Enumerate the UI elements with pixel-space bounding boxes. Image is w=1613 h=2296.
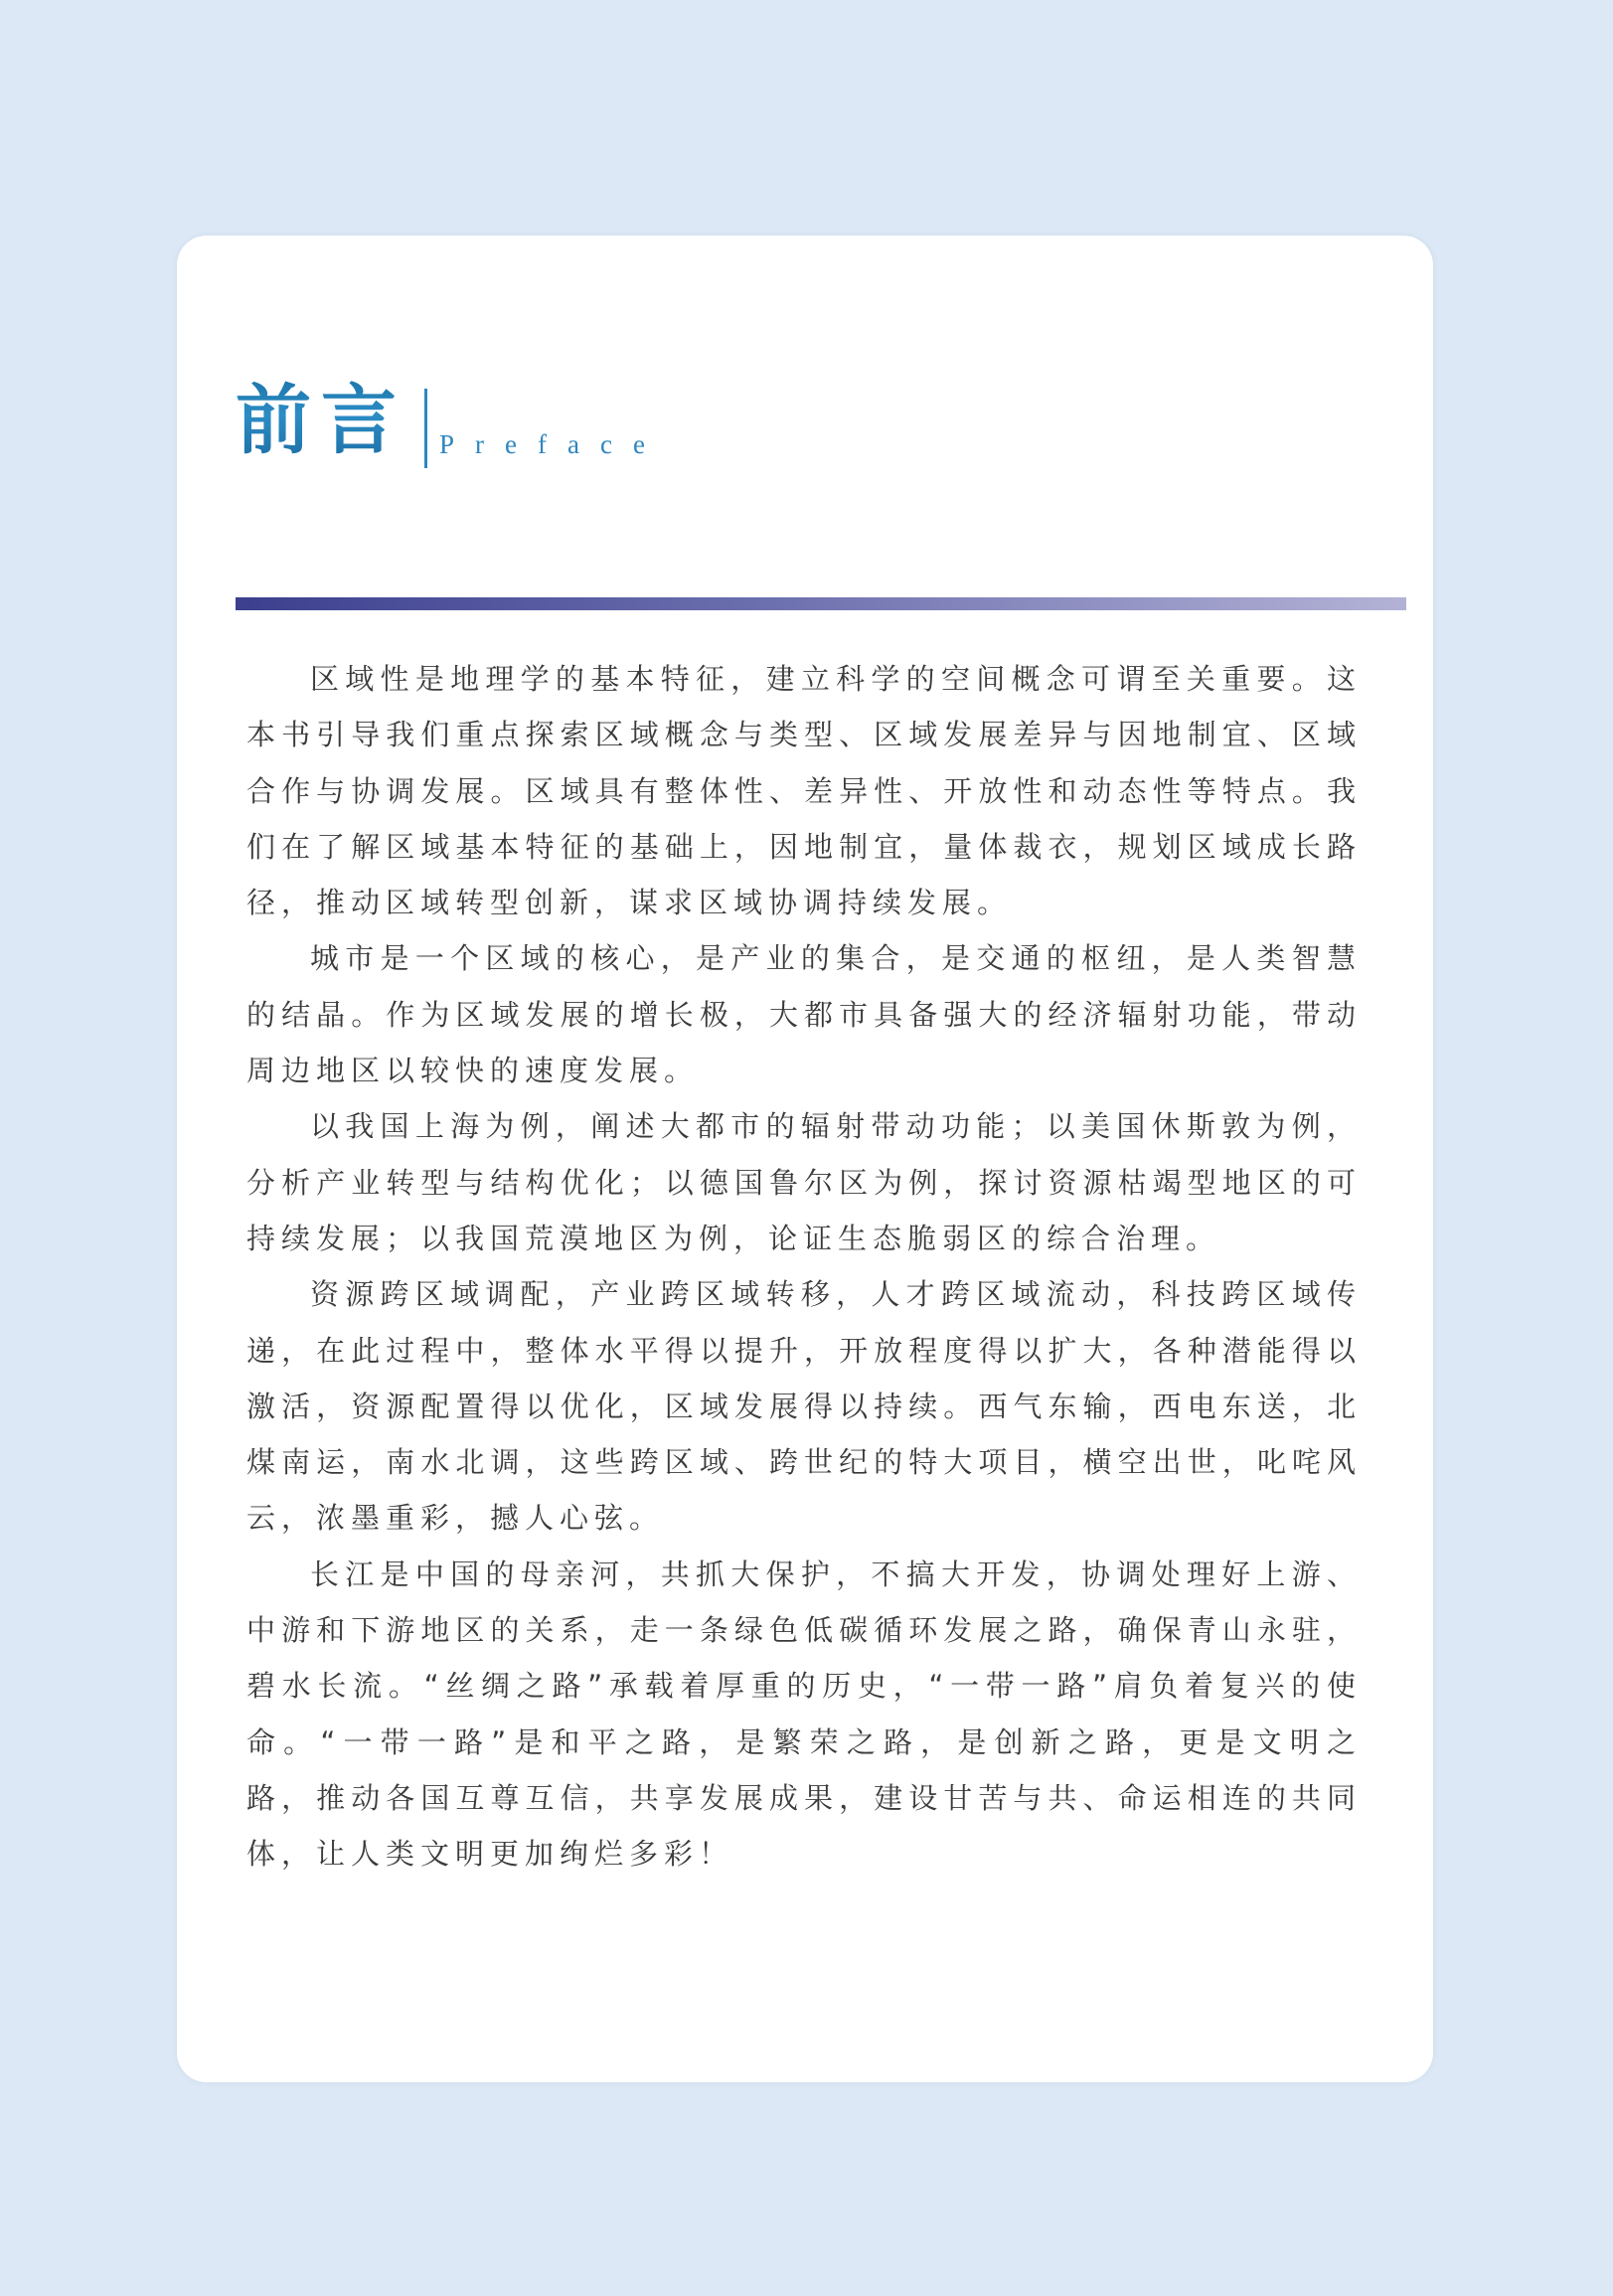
paragraph: 区域性是地理学的基本特征，建立科学的空间概念可谓至关重要。这本书引导我们重点探索区域概念与类型、区域发展差异与因地制宜、区域合作与协调发展。区域具有整体性、差异性、开放性和动态性等特点。我们在了解区域基本特征的基础上，因地制宜，量体裁衣，规划区域成长路径，推动区域转型创新，谋求区域协调持续发展。 xyxy=(246,662,1362,920)
paragraph: 资源跨区域调配，产业跨区域转移，人才跨区域流动，科技跨区域传递，在此过程中，整体水平得以提升，开放程度得以扩大，各种潜能得以激活，资源配置得以优化，区域发展得以持续。西气东输，西电东送，北煤南运，南水北调，这些跨区域、跨世纪的特大项目，横空出世，叱咤风云，浓墨重彩，撼人心弦。 xyxy=(246,1277,1362,1536)
preface-page xyxy=(177,236,1433,2082)
title-underline-bar xyxy=(236,597,1406,610)
paragraph: 城市是一个区域的核心，是产业的集合，是交通的枢纽，是人类智慧的结晶。作为区域发展的增长极，大都市具备强大的经济辐射功能，带动周边地区以较快的速度发展。 xyxy=(246,941,1362,1088)
paragraph: 长江是中国的母亲河，共抓大保护，不搞大开发，协调处理好上游、中游和下游地区的关系，走一条绿色低碳循环发展之路，确保青山永驻，碧水长流。“丝绸之路”承载着厚重的历史，“一带一路”肩负着复兴的使命。“一带一路”是和平之路，是繁荣之路，是创新之路，更是文明之路，推动各国互尊互信，共享发展成果，建设甘苦与共、命运相连的共同体，让人类文明更加绚烂多彩！ xyxy=(246,1557,1362,1872)
paragraph: 以我国上海为例，阐述大都市的辐射带动功能；以美国休斯敦为例，分析产业转型与结构优化；以德国鲁尔区为例，探讨资源枯竭型地区的可持续发展；以我国荒漠地区为例，论证生态脆弱区的综合治理。 xyxy=(246,1109,1362,1255)
title-divider xyxy=(424,389,427,468)
page-header xyxy=(236,371,1406,490)
title-english: Preface xyxy=(439,429,666,459)
preface-body xyxy=(246,651,1362,1883)
title-chinese: 前言 xyxy=(236,371,406,470)
